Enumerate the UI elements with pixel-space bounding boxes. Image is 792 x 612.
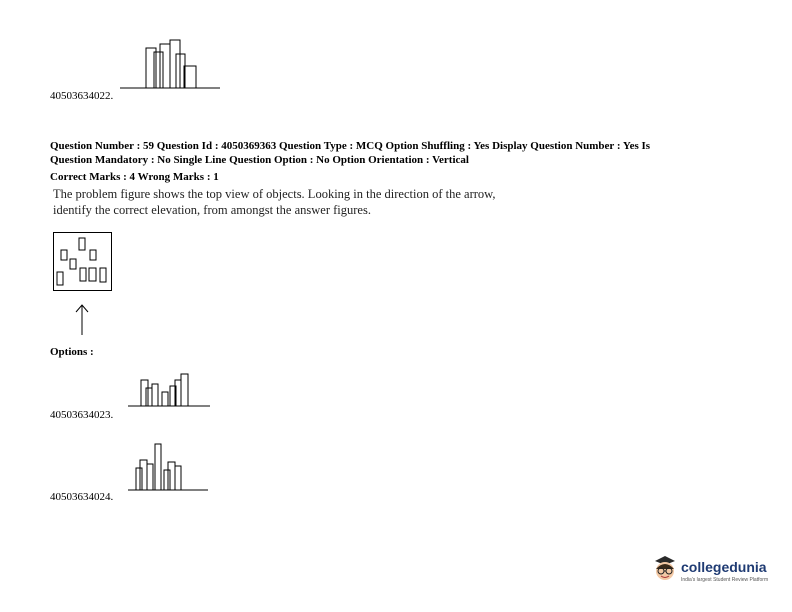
option-figure-prev bbox=[120, 38, 222, 92]
question-text-line2: identify the correct elevation, from amongst the answer figures. bbox=[53, 203, 371, 217]
question-marks: Correct Marks : 4 Wrong Marks : 1 bbox=[50, 171, 219, 183]
option-id-prev: 40503634022. bbox=[50, 90, 114, 102]
mascot-icon bbox=[651, 555, 679, 583]
logo-tagline: India's largest Student Review Platform bbox=[681, 577, 769, 583]
arrow-up-icon bbox=[74, 303, 90, 337]
question-meta-line1: Question Number : 59 Question Id : 4050369363 Question Type : MCQ Option Shuffling : Yes Display Question Number : Yes Is bbox=[50, 140, 651, 152]
option-figure-2 bbox=[128, 440, 212, 492]
options-label: Options : bbox=[50, 346, 94, 358]
logo-name: collegedunia bbox=[681, 559, 767, 575]
problem-figure-top-view bbox=[53, 232, 113, 292]
question-meta-line2: Question Mandatory : No Single Line Question Option : No Option Orientation : Vertical bbox=[50, 154, 469, 166]
question-text-line1: The problem figure shows the top view of objects. Looking in the direction of the arrow, bbox=[53, 187, 496, 201]
option-figure-1 bbox=[128, 370, 212, 408]
option-id-2[interactable]: 40503634024. bbox=[50, 491, 114, 503]
option-id-1[interactable]: 40503634023. bbox=[50, 409, 114, 421]
